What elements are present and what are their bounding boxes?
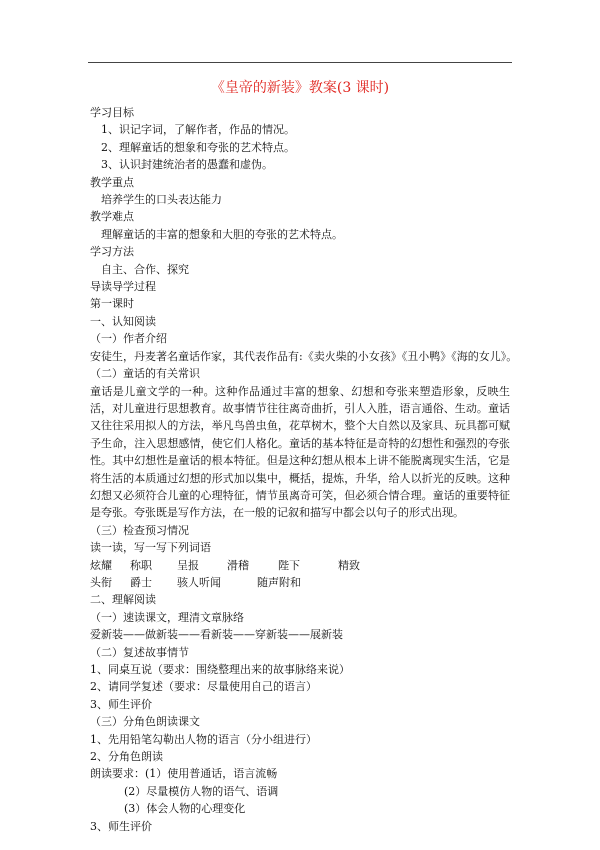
- vocab-word: 滑稽: [227, 558, 249, 572]
- step-item: 1、先用铅笔勾勒出人物的语言（分小组进行）: [90, 732, 317, 746]
- heading-methods: 学习方法: [90, 245, 134, 259]
- vocab-word: 骇人听闻: [177, 575, 221, 589]
- heading-difficulties: 教学难点: [90, 210, 134, 224]
- document-body: [90, 104, 518, 835]
- vocab-word: 随声附和: [257, 575, 301, 589]
- reading-requirement-item: (2）尽量模仿人物的语气、语调: [124, 784, 279, 798]
- fairy-tale-paragraph: 童话是儿童文学的一种。这种作品通过丰富的想象、幻想和夸张来塑造形象，反映生活，对儿童进行思想教育。故事情节往往离奇曲折，引人入胜，语言通俗、生动。童话又往往采用拟人的方法，举凡鸟兽虫鱼，花草树木，整个大自然以及家具、玩具都可赋予生命，注入思想感情，使它们人格化。童话的基本特征是奇特的幻想性和强烈的夸张性。其中幻想性是童话的根本特征。但是这种幻想从根本上讲不能脱离现实生活，它是将生活的本质通过幻想的形式加以集中，概括，提炼，升华，给人以折光的反映。这种幻想又必须符合儿童的心理特征，情节虽离奇可笑，但必须合情合理。童话的重要特征是夸张。夸张既是写作方法，在一般的记叙和描写中都会以句子的形式出现。: [90, 384, 510, 520]
- vocab-row-1: [90, 557, 510, 574]
- key-point-text: 培养学生的口头表达能力: [101, 193, 222, 207]
- vocab-instruction: 读一读，写一写下列词语: [90, 541, 211, 555]
- vocab-word: 炫耀: [90, 558, 112, 572]
- reading-requirement-item: (3）体会人物的心理变化: [124, 802, 246, 816]
- reading-requirements: 朗读要求：(1）使用普通话，语言流畅: [90, 767, 278, 781]
- author-intro-text: 安徒生，丹麦著名童话作家，其代表作品有:《卖火柴的小女孩》《丑小鸭》《海的女儿》。: [90, 349, 518, 363]
- page-title: 《皇帝的新装》教案(3 课时): [210, 80, 390, 96]
- step-item: 3、师生评价: [90, 819, 152, 833]
- difficulty-text: 理解童话的丰富的想象和大胆的夸张的艺术特点。: [101, 227, 343, 241]
- methods-text: 自主、合作、探究: [101, 262, 189, 276]
- heading-learning-goals: 学习目标: [90, 106, 134, 119]
- header-rule: [88, 62, 512, 63]
- subsection-heading: （二）童话的有关常识: [90, 367, 200, 381]
- heading-lesson-one: 第一课时: [90, 297, 134, 311]
- goal-item: 1、识记字词，了解作者，作品的情况。: [101, 123, 295, 137]
- vocab-word: 陛下: [278, 558, 300, 572]
- section-heading: 一、认知阅读: [90, 314, 156, 328]
- vocab-word: 精致: [338, 558, 360, 572]
- subsection-heading: （三）分角色朗读课文: [90, 715, 200, 729]
- vocab-word: 呈报: [177, 558, 199, 572]
- vocab-row-2: [90, 574, 510, 591]
- step-item: 1、同桌互说（要求：围绕整理出来的故事脉络来说）: [90, 663, 350, 676]
- step-item: 2、请同学复述（要求：尽量使用自己的语言）: [90, 680, 317, 694]
- vocab-word: 爵士: [130, 575, 152, 589]
- subsection-heading: （三）检查预习情况: [90, 523, 189, 537]
- plot-outline: 爱新装——做新装——看新装——穿新装——展新装: [90, 628, 343, 642]
- heading-key-points: 教学重点: [90, 175, 134, 189]
- vocab-word: 头衔: [90, 575, 112, 589]
- subsection-heading: （二）复述故事情节: [90, 645, 189, 659]
- subsection-heading: （一）速读课文，理清文章脉络: [90, 610, 244, 624]
- step-item: 3、师生评价: [90, 697, 152, 711]
- heading-process: 导读导学过程: [90, 280, 156, 294]
- subsection-heading: （一）作者介绍: [90, 332, 167, 346]
- goal-item: 3、认识封建统治者的愚蠢和虚伪。: [101, 158, 273, 172]
- step-item: 2、分角色朗读: [90, 750, 163, 764]
- vocab-word: 称职: [130, 558, 152, 572]
- goal-item: 2、理解童话的想象和夸张的艺术特点。: [101, 140, 295, 154]
- section-heading: 二、理解阅读: [90, 593, 156, 607]
